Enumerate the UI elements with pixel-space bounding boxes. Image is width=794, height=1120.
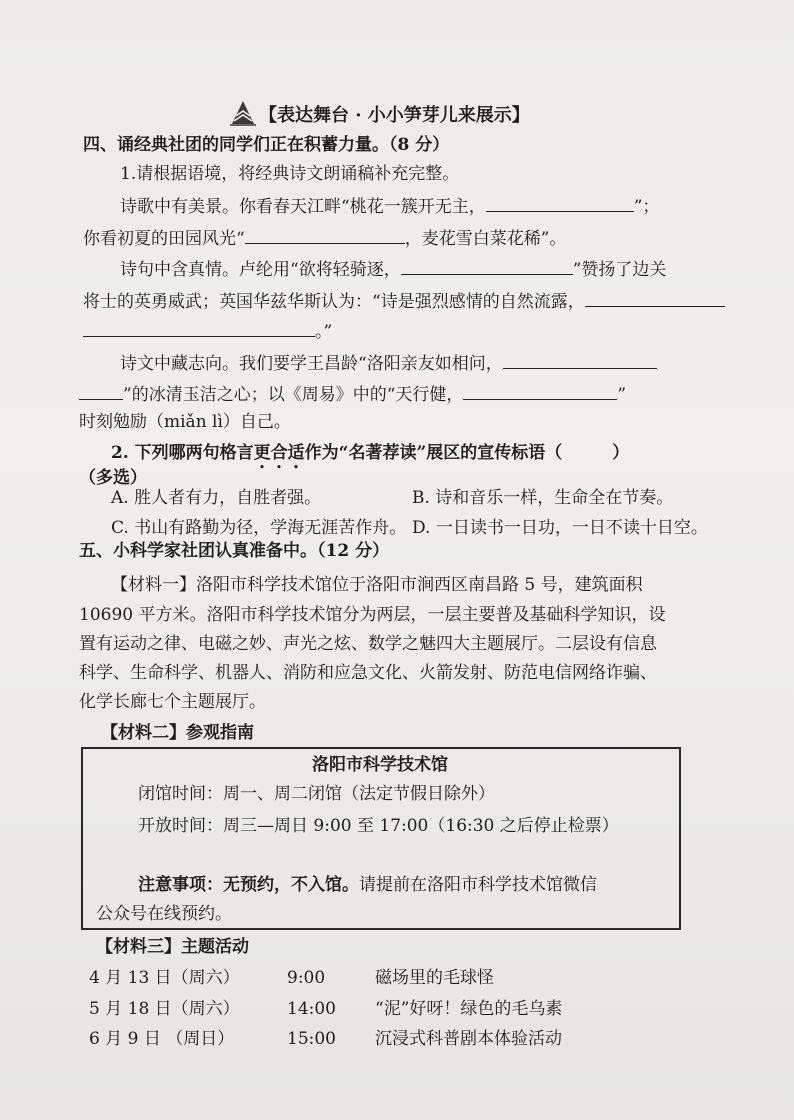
q4-p3b bbox=[79, 381, 626, 407]
material-2-title: 【材料二】参观指南 bbox=[101, 723, 254, 743]
q4-p1a-end: ”； bbox=[633, 197, 660, 217]
material-1-line-1: 【材料一】洛阳市科学技术馆位于洛阳市涧西区南昌路 5 号，建筑面积 bbox=[111, 575, 643, 595]
q4-p3c: 时刻勉励（miǎn lì）自己。 bbox=[79, 412, 291, 432]
q4-p1b-end: ，麦花雪白菜花稀”。 bbox=[404, 229, 567, 249]
activity-date: 6 月 9 日 （周日） bbox=[89, 1029, 235, 1049]
notice-line-2: 公众号在线预约。 bbox=[96, 904, 232, 924]
option-a: A. 胜人者有力，自胜者强。 bbox=[111, 488, 322, 508]
material-1-line-4: 科学、生命科学、机器人、消防和应急文化、火箭发射、防范电信网络诈骗、 bbox=[79, 663, 657, 683]
q4-sub2-emphasis: 更合适 bbox=[253, 443, 305, 463]
notice-line bbox=[138, 873, 597, 897]
section-title: 【表达舞台 · 小小笋芽儿来展示】 bbox=[259, 105, 530, 126]
q4-sub2-paren: ） bbox=[612, 443, 630, 463]
q4-sub2 bbox=[111, 441, 629, 473]
answer-blank-3[interactable] bbox=[401, 256, 573, 275]
activity-name: “泥”好呀！绿色的毛乌素 bbox=[375, 999, 563, 1019]
answer-blank-8[interactable] bbox=[463, 381, 617, 400]
q4-p2b bbox=[83, 288, 725, 314]
option-c: C. 书山有路勤为径，学海无涯苦作舟。 bbox=[111, 518, 407, 538]
answer-blank-4[interactable] bbox=[585, 288, 725, 307]
answer-blank-6[interactable] bbox=[503, 350, 657, 369]
material-1-line-2: 10690 平方米。洛阳市科学技术馆分为两层，一层主要普及基础科学知识，设 bbox=[79, 605, 666, 625]
material-3-title: 【材料三】主题活动 bbox=[96, 937, 249, 957]
material-1-line-5: 化学长廊七个主题展厅。 bbox=[79, 692, 266, 712]
q5-heading: 五、小科学家社团认真准备中。（12 分） bbox=[79, 541, 390, 561]
q4-p2c bbox=[83, 318, 332, 344]
q4-sub2-post: 作为“名著荐读”展区的宣传标语（ bbox=[304, 443, 563, 463]
q4-p1b bbox=[83, 225, 566, 251]
activity-name: 沉浸式科普剧本体验活动 bbox=[375, 1029, 562, 1049]
q4-p3b-end: ” bbox=[617, 385, 627, 405]
opening-hours: 开放时间：周三—周日 9:00 至 17:00（16:30 之后停止检票） bbox=[138, 816, 619, 836]
q4-p3a-text: 诗文中藏志向。我们要学王昌龄“洛阳亲友如相问， bbox=[120, 354, 503, 374]
q4-sub1: 1.请根据语境，将经典诗文朗诵稿补充完整。 bbox=[120, 164, 460, 184]
activity-time: 15:00 bbox=[287, 1029, 336, 1049]
q4-p1a-text: 诗歌中有美景。你看春天江畔“桃花一簇开无主， bbox=[120, 197, 486, 217]
activity-time: 9:00 bbox=[287, 968, 326, 988]
answer-blank-7[interactable] bbox=[79, 381, 123, 400]
q4-p2a bbox=[120, 256, 666, 282]
q4-sub2-pre: 2. 下列哪两句格言 bbox=[111, 443, 254, 463]
q4-p2a-text: 诗句中含真情。卢纶用“欲将轻骑逐， bbox=[120, 260, 401, 280]
q4-multi-select: （多选） bbox=[79, 468, 147, 488]
activity-time: 14:00 bbox=[287, 999, 336, 1019]
q4-p3b-text: ”的冰清玉洁之心；以《周易》中的“天行健， bbox=[123, 385, 464, 405]
q4-p1b-text: 你看初夏的田园风光“ bbox=[83, 229, 245, 249]
bamboo-shoot-icon bbox=[228, 100, 258, 126]
answer-blank-5[interactable] bbox=[83, 318, 315, 337]
material-1-line-3: 置有运动之律、电磁之妙、声光之炫、数学之魅四大主题展厅。二层设有信息 bbox=[79, 634, 657, 654]
notice-label: 注意事项：无预约，不入馆。 bbox=[138, 875, 359, 895]
q4-p2b-text: 将士的英勇威武；英国华兹华斯认为：“诗是强烈感情的自然流露， bbox=[83, 292, 585, 312]
answer-blank-2[interactable] bbox=[245, 225, 405, 244]
museum-name: 洛阳市科学技术馆 bbox=[312, 755, 448, 775]
answer-blank-1[interactable] bbox=[486, 193, 634, 212]
option-d: D. 一日读书一日功，一日不读十日空。 bbox=[412, 518, 708, 538]
q4-p2c-end: 。” bbox=[315, 322, 333, 342]
closing-hours: 闭馆时间：周一、周二闭馆（法定节假日除外） bbox=[138, 784, 495, 804]
notice-text: 请提前在洛阳市科学技术馆微信 bbox=[359, 875, 597, 895]
activity-date: 4 月 13 日（周六） bbox=[89, 968, 240, 988]
q4-p3a bbox=[120, 350, 657, 376]
option-b: B. 诗和音乐一样，生命全在节奏。 bbox=[412, 488, 674, 508]
q4-heading: 四、诵经典社团的同学们正在积蓄力量。（8 分） bbox=[83, 135, 450, 155]
q4-p1a bbox=[120, 193, 659, 219]
activity-date: 5 月 18 日（周六） bbox=[89, 999, 240, 1019]
activity-name: 磁场里的毛球怪 bbox=[375, 968, 494, 988]
q4-p2a-end: ”赞扬了边关 bbox=[572, 260, 667, 280]
